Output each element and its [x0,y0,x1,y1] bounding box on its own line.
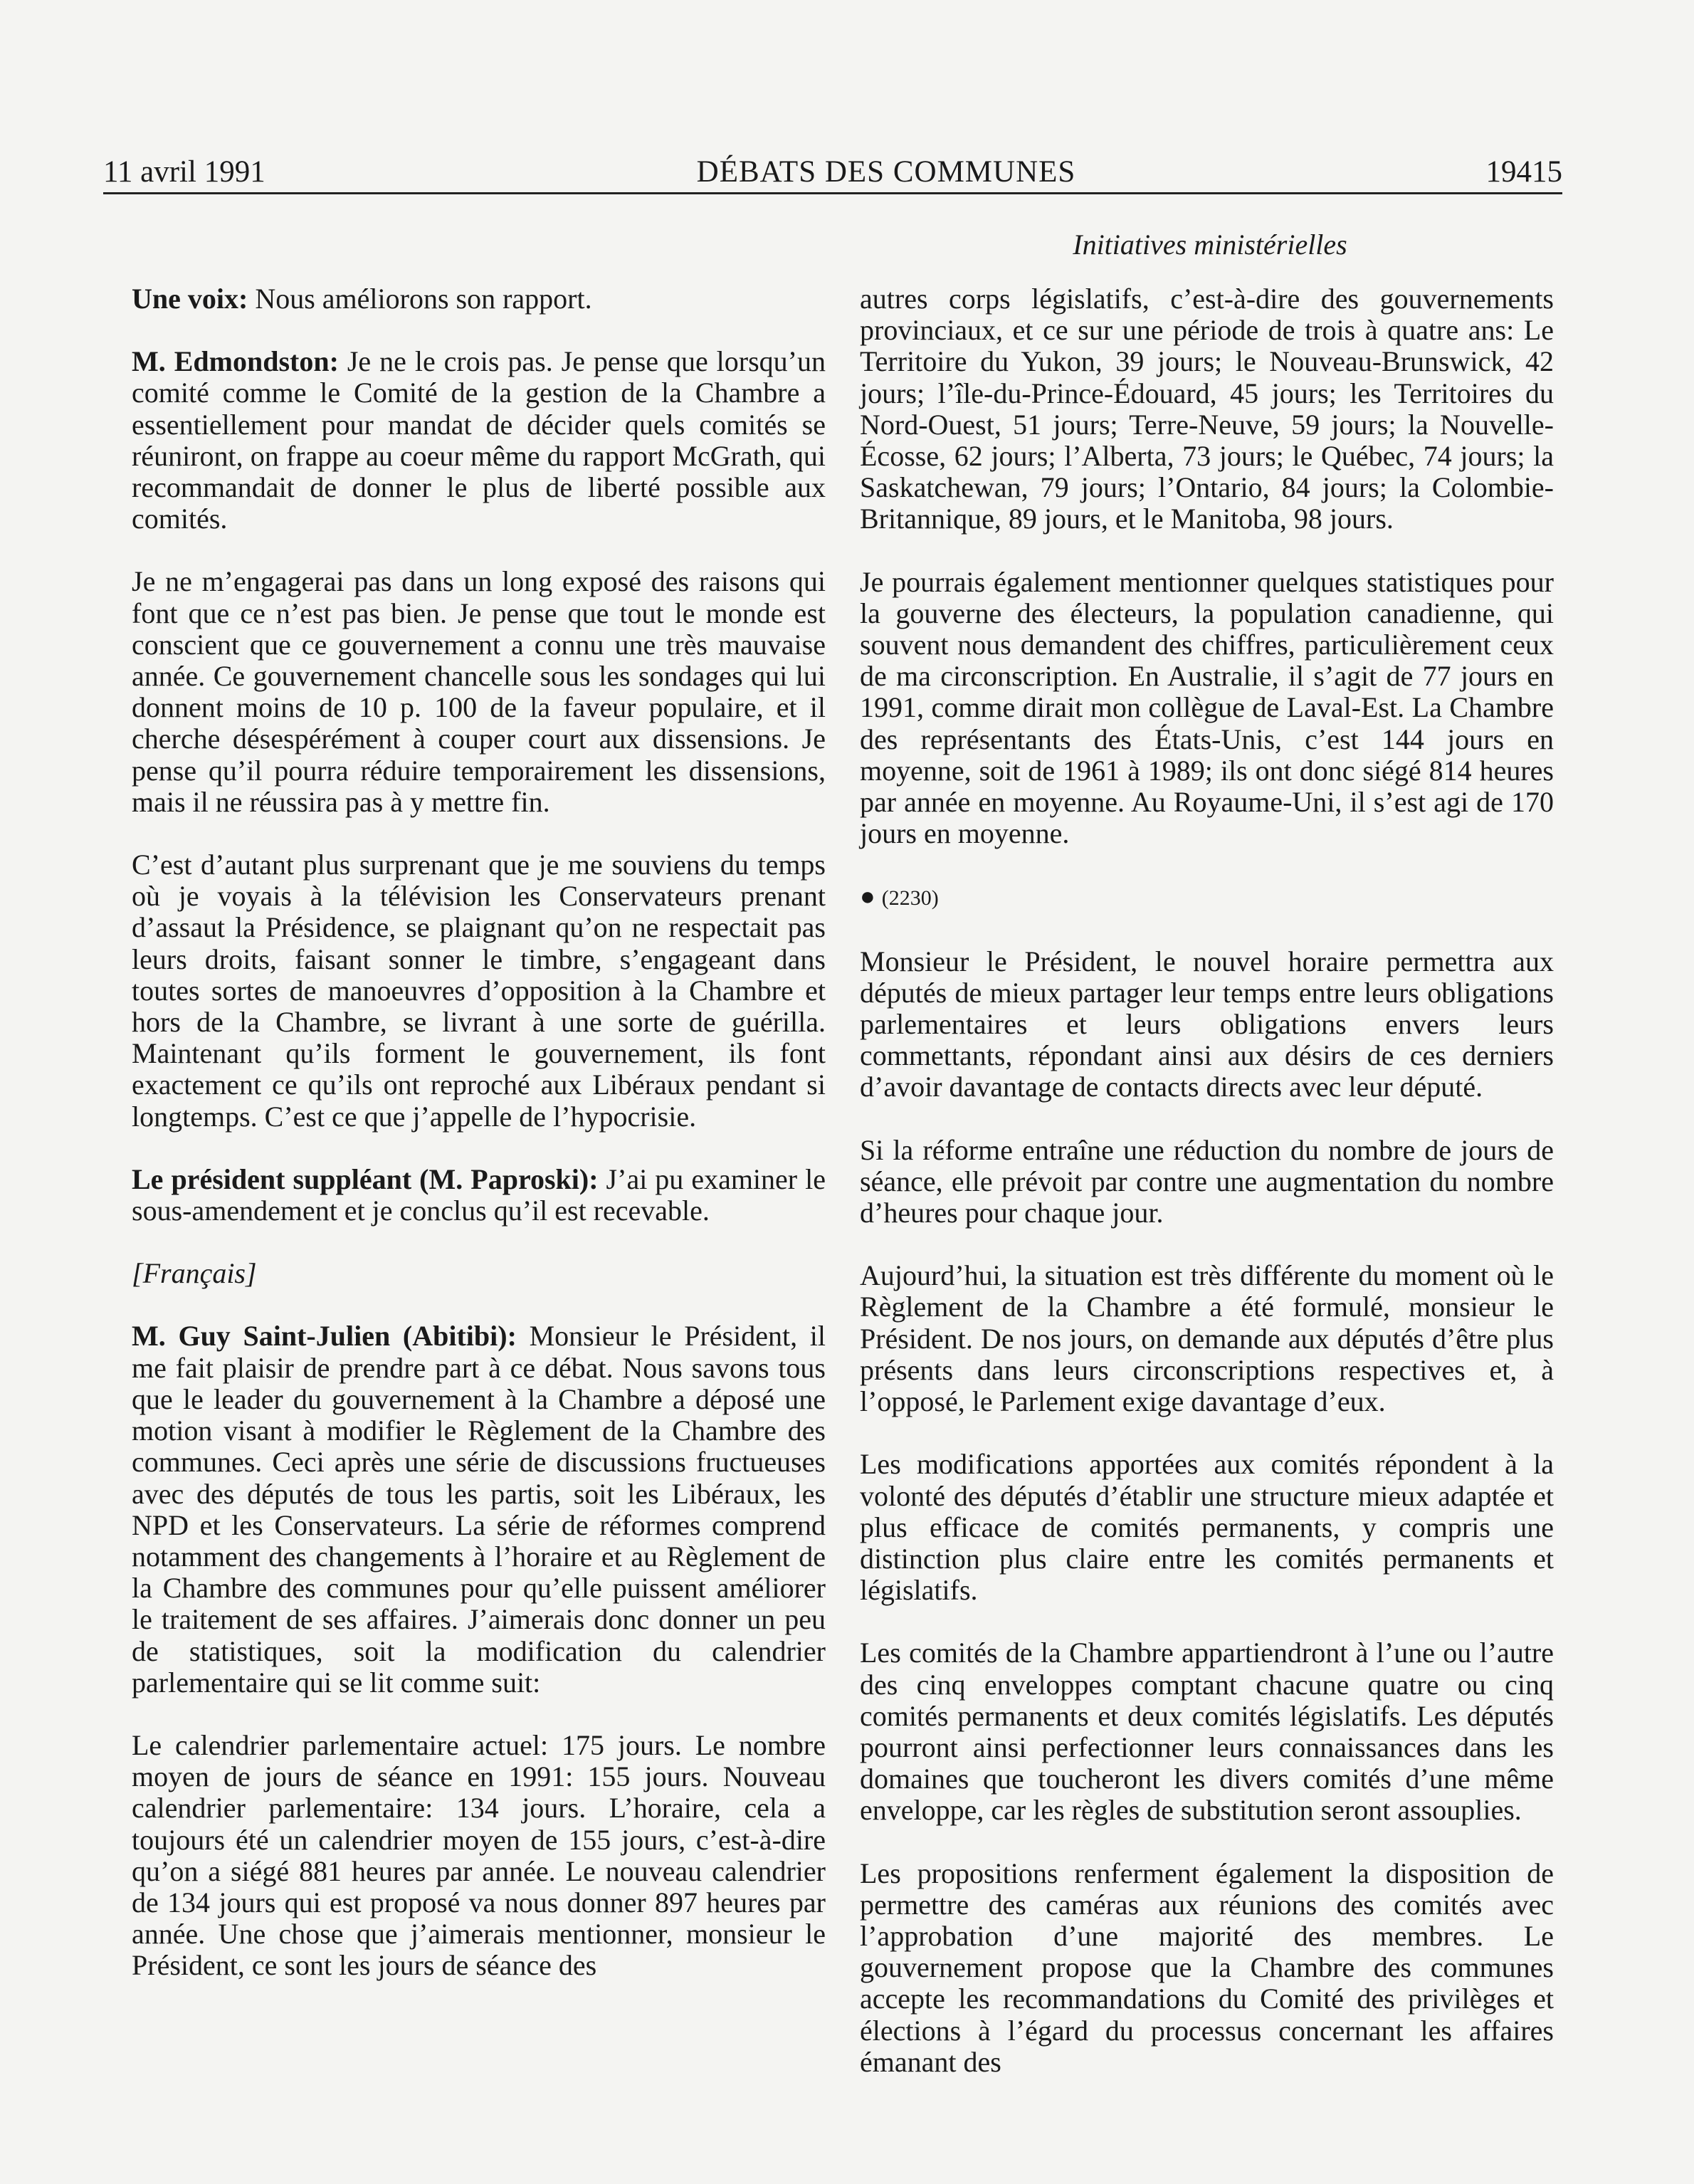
paragraph [132,849,826,1133]
page-header [103,152,1562,192]
paragraph-text: Les propositions renferment également la disposition de permettre des caméras aux réunions des comités avec l’approbation d’une majorité des membres. Le gouvernement propose que la Chambre des communes accepte les recommandations du Comité des privilèges et élections à l’égard du processus concernant les affaires émanant des [860,1857,1554,2078]
header-page-number: 19415 [1485,155,1562,189]
speaker-name: Le président suppléant (M. Paproski): [132,1162,599,1195]
paragraph-text: Monsieur le Président, le nouvel horaire permettra aux députés de mieux partager leur temps entre leurs obligations parlementaires et leurs obligations envers leurs commettants, répondant ainsi aux désirs de ces derniers d’avoir davantage de contacts directs avec leur député. [860,945,1554,1103]
speaker-name: M. Edmondston: [132,345,339,378]
header-date: 11 avril 1991 [103,155,265,189]
paragraph [860,1858,1554,2078]
paragraph-text: Je ne m’engagerai pas dans un long exposé des raisons qui font que ce n’est pas bien. Je pense que tout le monde est conscient que ce gouvernement a connu une très mauvaise année. Ce gouvernement chancelle sous les sondages qui lui donnent moins de 10 p. 100 de la faveur populaire, et il cherche désespérément à couper court aux dissensions. Je pense qu’il pourra réduire temporairement les dissensions, mais il ne réussira pas à y mettre fin. [132,565,826,818]
paragraph [860,283,1554,535]
paragraph-text: Le calendrier parlementaire actuel: 175 jours. Le nombre moyen de jours de séance en 1991: 155 jours. Nouveau calendrier parlementaire: 134 jours. L’horaire, cela a toujours été un calendrier moyen de 155 jours, c’est-à-dire qu’on a siégé 881 heures par année. Le nouveau calendrier de 134 jours qui est proposé va nous donner 897 heures par année. Une chose que j’aimerais mentionner, monsieur le Président, ce sont les jours de séance des [132,1728,826,1982]
paragraph [860,1260,1554,1417]
paragraph-text: Si la réforme entraîne une réduction du nombre de jours de séance, elle prévoit par contre une augmentation du nombre d’heures pour chaque jour. [860,1133,1554,1229]
paragraph-text: C’est d’autant plus surprenant que je me souviens du temps où je voyais à la télévision les Conservateurs prenant d’assaut la Présidence, se plaignant qu’on ne respectait pas leurs droits, faisant sonner le timbre, s’engageant dans toutes sortes de manoeuvres d’opposition à la Chambre et hors de la Chambre, se livrant à une sorte de guérilla. Maintenant qu’ils forment le gouvernement, ils font exactement ce qu’ils ont reproché aux Libéraux pendant si longtemps. C’est ce que j’appelle de l’hypocrisie. [132,849,826,1133]
header-rule [103,192,1562,194]
time-marker [860,881,1554,914]
paragraph [860,567,1554,850]
paragraph-text: Aujourd’hui, la situation est très différente du moment où le Règlement de la Chambre a été formulé, monsieur le Président. De nos jours, on demande aux députés d’être plus présents dans leurs circonscriptions respectives et, à l’opposé, le Parlement exige davantage d’eux. [860,1259,1554,1418]
paragraph [132,346,826,535]
paragraph [132,1164,826,1227]
bullet-icon: ● [860,882,882,911]
paragraph-text: Je ne le crois pas. Je pense que lorsqu’un comité comme le Comité de la gestion de la Chambre a essentiellement pour mandat de décider quels comités se réuniront, on frappe au coeur même du rapport McGrath, qui recommandait de donner le plus de liberté possible aux comités. [132,345,826,535]
section-label: Initiatives ministérielles [1073,229,1347,261]
paragraph-text: J’ai pu examiner le sous-amendement et je conclus qu’il est recevable. [132,1162,826,1227]
paragraph [132,283,826,315]
paragraph [860,1135,1554,1229]
speaker-name: M. Guy Saint-Julien (Abitibi): [132,1320,517,1353]
paragraph-text: Je pourrais également mentionner quelques statistiques pour la gouverne des électeurs, la population canadienne, qui souvent nous demandent des chiffres, particulièrement ceux de ma circonscription. En Australie, il s’agit de 77 jours en 1991, comme dirait mon collègue de Laval-Est. La Chambre des représentants des États-Unis, c’est 144 jours en moyenne, soit de 1961 à 1989; ils ont donc siégé 814 heures par année en moyenne. Au Royaume-Uni, il s’est agi de 170 jours en moyenne. [860,565,1554,850]
paragraph-text: (2230) [881,886,939,910]
paragraph [132,1321,826,1698]
paragraph [860,1637,1554,1826]
paragraph-text: Les comités de la Chambre appartiendront à l’une ou l’autre des cinq enveloppes comptant chacune quatre ou cinq comités permanents et deux comités législatifs. Les députés pourront ainsi perfectionner leurs connaissances dans les domaines que toucheront les divers comités d’une même enveloppe, car les règles de substitution seront assouplies. [860,1637,1554,1827]
right-column [860,283,1554,2109]
paragraph [860,1449,1554,1606]
paragraph-text: autres corps législatifs, c’est-à-dire des gouvernements provinciaux, et ce sur une période de trois à quatre ans: Le Territoire du Yukon, 39 jours; le Nouveau-Brunswick, 42 jours; l’île-du-Prince-Édouard, 45 jours; les Territoires du Nord-Ouest, 51 jours; Terre-Neuve, 59 jours; la Nouvelle-Écosse, 62 jours; l’Alberta, 73 jours; le Québec, 74 jours; la Saskatchewan, 79 jours; l’Ontario, 84 jours; la Colombie-Britannique, 89 jours, et le Manitoba, 98 jours. [860,283,1554,535]
paragraph [132,566,826,818]
paragraph-text: Les modifications apportées aux comités répondent à la volonté des députés d’établir une structure mieux adaptée et plus efficace de comités permanents, y compris une distinction plus claire entre les comités permanents et législatifs. [860,1448,1554,1607]
paragraph-text: Monsieur le Président, il me fait plaisir de prendre part à ce débat. Nous savons tous que le leader du gouvernement à la Chambre a déposé une motion visant à modifier le Règlement de la Chambre des communes. Ceci après une série de discussions fructueuses avec des députés de tous les partis, soit les Libéraux, les NPD et les Conservateurs. La série de réformes comprend notamment des changements à l’horaire et au Règlement de la Chambre des communes pour qu’elle puissent améliorer le traitement de ses affaires. J’aimerais donc donner un peu de statistiques, soit la modification du calendrier parlementaire qui se lit comme suit: [132,1320,826,1699]
paragraph [860,946,1554,1103]
paragraph [132,1258,826,1289]
paragraph-text: Nous améliorons son rapport. [248,283,592,315]
header-title: DÉBATS DES COMMUNES [696,155,1076,189]
paragraph-text: [Français] [132,1257,257,1290]
paragraph [132,1730,826,1982]
left-column [132,283,826,2013]
speaker-name: Une voix: [132,283,248,315]
